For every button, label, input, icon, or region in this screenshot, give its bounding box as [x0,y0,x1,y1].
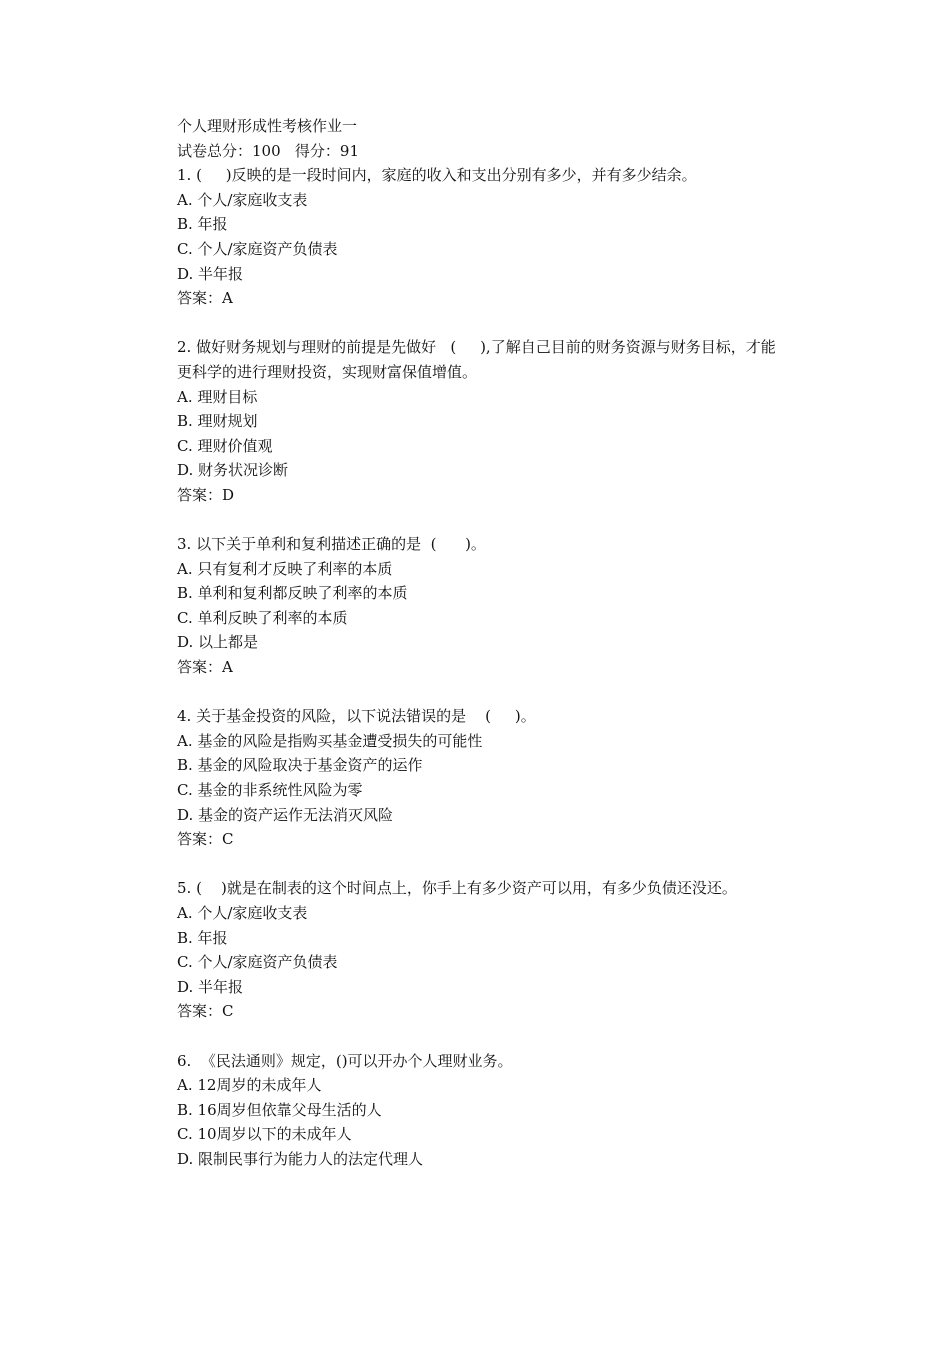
option-b: B. 基金的风险取决于基金资产的运作 [177,756,423,775]
option-c: C. 10周岁以下的未成年人 [177,1125,352,1144]
option-c: C. 基金的非系统性风险为零 [177,781,363,800]
question-5 [177,876,777,1024]
option-a: A. 基金的风险是指购买基金遭受损失的可能性 [177,731,483,750]
question-stem: 5. ( )就是在制表的这个时间点上，你手上有多少资产可以用，有多少负债还没还。 [177,879,737,898]
question-stem: 2. 做好财务规划与理财的前提是先做好 ( ),了解自己目前的财务资源与财务目标，才能更科学的进行理财投资，实现财富保值增值。 [177,338,776,381]
option-a: A. 个人/家庭收支表 [177,190,308,209]
document-title: 个人理财形成性考核作业一 [177,117,358,135]
question-1 [177,163,777,311]
answer-line: 答案：C [177,830,234,849]
option-b: B. 理财规划 [177,412,258,431]
answer-line: 答案：A [177,289,233,308]
option-c: C. 理财价值观 [177,436,273,455]
question-stem: 4. 关于基金投资的风险，以下说法错误的是 ( )。 [177,707,536,726]
option-d: D. 半年报 [177,977,244,996]
option-d: D. 半年报 [177,264,244,283]
answer-line: 答案：C [177,1002,234,1021]
option-c: C. 单利反映了利率的本质 [177,608,348,627]
question-6 [177,1049,777,1172]
question-4 [177,704,777,852]
question-2 [177,335,777,507]
answer-line: 答案：A [177,658,233,677]
option-a: A. 理财目标 [177,387,258,406]
score-line: 试卷总分：100 得分：91 [177,141,360,160]
option-b: B. 16周岁但依靠父母生活的人 [177,1100,382,1119]
option-b: B. 单利和复利都反映了利率的本质 [177,584,408,603]
question-3 [177,532,777,680]
option-d: D. 基金的资产运作无法消灭风险 [177,805,394,824]
question-stem: 6. 《民法通则》规定，()可以开办个人理财业务。 [177,1051,513,1070]
option-b: B. 年报 [177,928,228,947]
option-c: C. 个人/家庭资产负债表 [177,239,338,258]
question-stem: 1. ( )反映的是一段时间内，家庭的收入和支出分别有多少，并有多少结余。 [177,166,697,185]
option-a: A. 只有复利才反映了利率的本质 [177,559,393,578]
option-d: D. 以上都是 [177,633,259,652]
option-b: B. 年报 [177,215,228,234]
question-stem: 3. 以下关于单利和复利描述正确的是 ( )。 [177,535,486,554]
answer-line: 答案：D [177,485,235,504]
option-a: A. 个人/家庭收支表 [177,904,308,922]
document-page [177,114,777,1196]
option-c: C. 个人/家庭资产负债表 [177,953,338,972]
option-d: D. 财务状况诊断 [177,461,289,480]
option-d: D. 限制民事行为能力人的法定代理人 [177,1149,424,1168]
option-a: A. 12周岁的未成年人 [177,1076,322,1095]
